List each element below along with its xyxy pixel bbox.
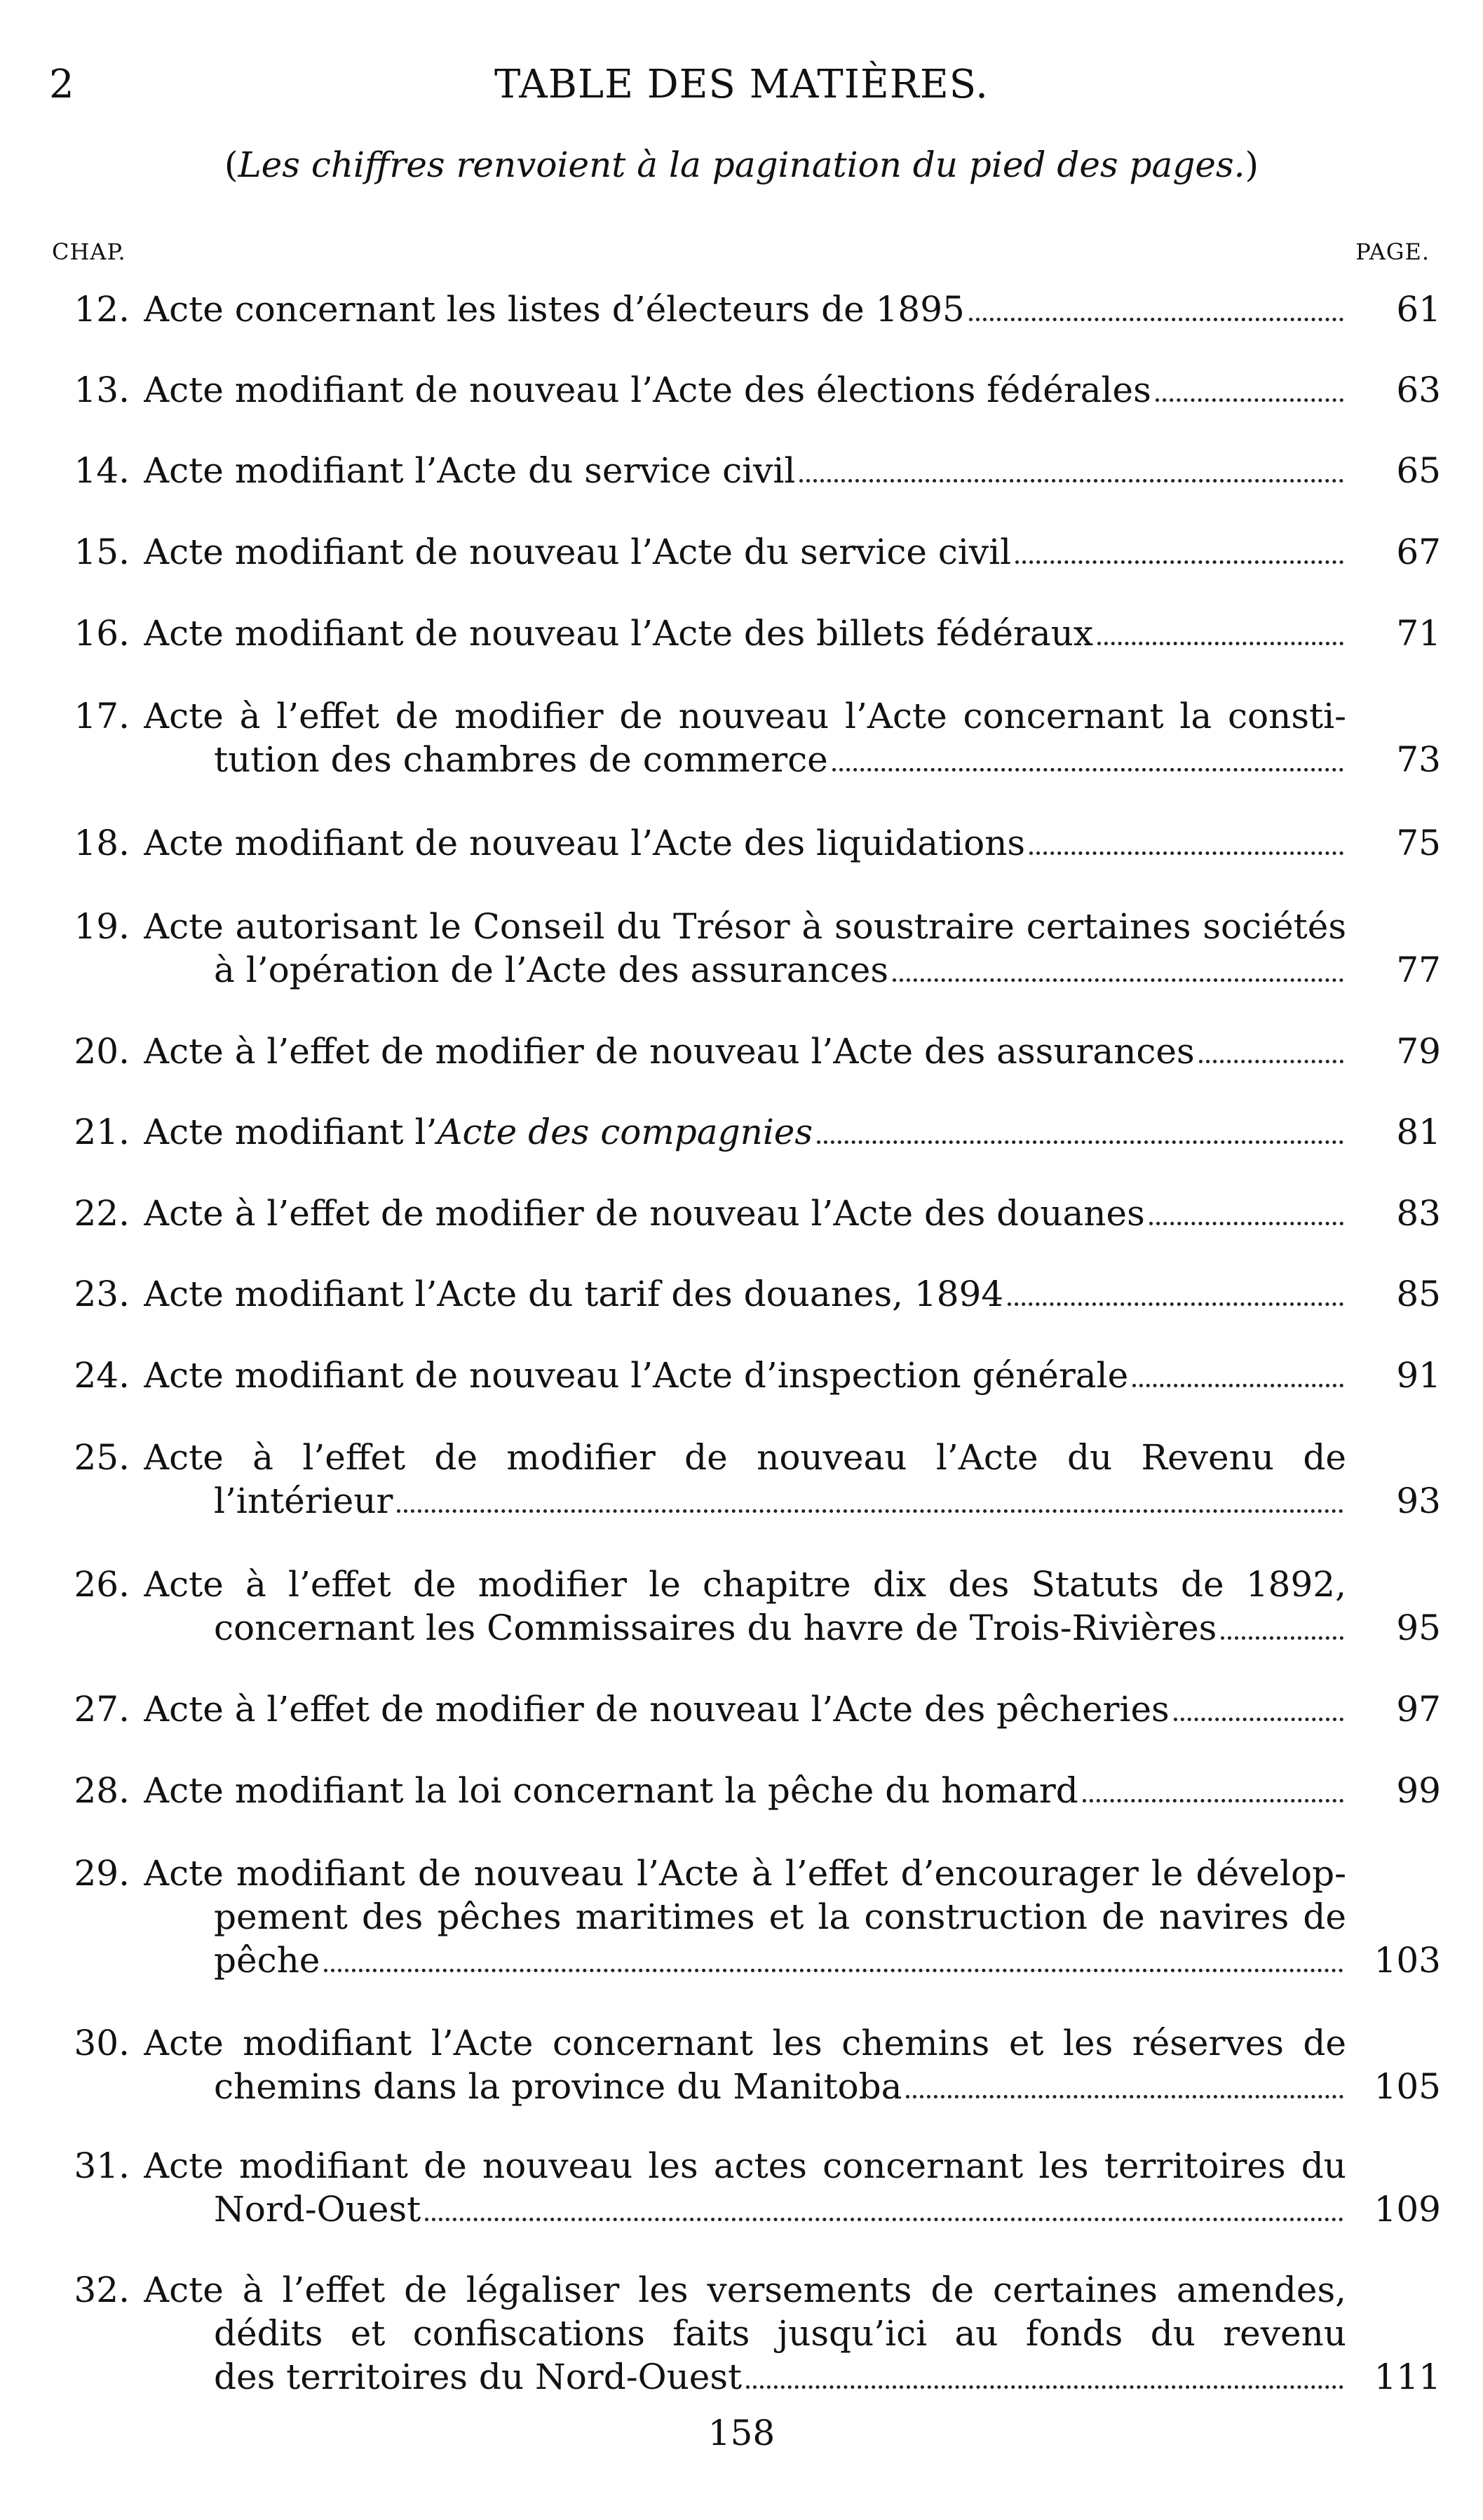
entry-title-line: pement des pêches maritimes et la construction de navires de: [214, 1896, 1346, 1937]
dot-leader: [1199, 1030, 1343, 1063]
chapter-number: 19.: [74, 906, 130, 947]
entry-title-line: concernant les Commissaires du havre de Trois-Rivières: [214, 1608, 1217, 1648]
entry-title-line: Acte à l’effet de modifier de nouveau l’Acte des douanes: [144, 1193, 1145, 1234]
entry-title-line-with-leader: [144, 288, 1346, 331]
dot-leader: [893, 948, 1343, 982]
subtitle: (Les chiffres renvoient à la pagination du pied des pages.): [224, 144, 1259, 185]
dot-leader: [397, 1479, 1343, 1513]
dot-leader: [1029, 821, 1343, 855]
page-reference: 99: [1396, 1770, 1441, 1811]
chapter-number: 14.: [74, 450, 130, 491]
page-reference: 91: [1396, 1355, 1441, 1396]
chapter-number: 22.: [74, 1193, 130, 1234]
page-reference: 71: [1396, 613, 1441, 654]
entry-title-line: Acte modifiant de nouveau l’Acte des billets fédéraux: [144, 613, 1094, 654]
entry-title-line: dédits et confiscations faits jusqu’ici au fonds du revenu: [214, 2313, 1346, 2354]
page-reference: 61: [1396, 289, 1441, 330]
folio: 158: [707, 2413, 776, 2453]
dot-leader: [832, 738, 1343, 772]
chapter-number: 18.: [74, 823, 130, 863]
page-reference: 73: [1396, 739, 1441, 780]
page-reference: 83: [1396, 1193, 1441, 1234]
chapter-number: 27.: [74, 1689, 130, 1730]
page-reference: 109: [1374, 2189, 1441, 2230]
entry-title-italic: Acte des compagnies: [437, 1112, 813, 1152]
dot-leader: [324, 1939, 1343, 1972]
entry-title-line: Acte à l’effet de modifier de nouveau l’Acte concernant la consti-: [144, 696, 1346, 736]
chapter-number: 20.: [74, 1031, 130, 1072]
entry-title-line: Acte à l’effet de légaliser les versements de certaines amendes,: [144, 2270, 1346, 2310]
page-reference: 111: [1374, 2357, 1441, 2397]
chapter-number: 24.: [74, 1355, 130, 1396]
entry-title-line: [144, 1110, 813, 1154]
entry-title: [144, 1192, 1346, 1235]
entry-title-line-with-leader: [144, 821, 1346, 865]
chapter-number: 23.: [74, 1274, 130, 1314]
column-header-page: PAGE.: [1355, 238, 1430, 265]
entry-title-line: Acte modifiant l’Acte concernant les chemins et les réserves de: [144, 2023, 1346, 2063]
entry-title-line: Acte autorisant le Conseil du Trésor à soustraire certaines sociétés: [144, 906, 1346, 947]
page-reference: 81: [1396, 1112, 1441, 1152]
entry-title-line: Acte modifiant l’Acte du service civil: [144, 450, 796, 491]
entry-title-line: des territoires du Nord-Ouest: [214, 2357, 743, 2397]
entry-title-line: tution des chambres de commerce: [214, 739, 828, 780]
page-reference: 63: [1396, 370, 1441, 410]
entry-title-line: Acte modifiant de nouveau l’Acte des liquidations: [144, 823, 1026, 863]
entry-title-line: Acte modifiant de nouveau l’Acte des élections fédérales: [144, 370, 1151, 410]
entry-title-line-with-leader: [144, 1030, 1346, 1073]
entry-title: [144, 449, 1346, 492]
dot-leader: [906, 2065, 1343, 2098]
page-reference: 95: [1396, 1608, 1441, 1648]
page-reference: 105: [1374, 2066, 1441, 2107]
chapter-number: 28.: [74, 1770, 130, 1811]
entry-title-line-with-leader: [144, 738, 1346, 781]
entry-title-line-with-leader: [144, 1354, 1346, 1397]
entry-title: [144, 1687, 1346, 1731]
entry-title-line: Acte à l’effet de modifier de nouveau l’Acte des pêcheries: [144, 1689, 1170, 1730]
entry-title: [144, 1110, 1346, 1154]
entry-title-line-with-leader: [144, 2188, 1346, 2231]
entry-title: [144, 1436, 1346, 1523]
entry-title-line: Acte à l’effet de modifier de nouveau l’Acte des assurances: [144, 1031, 1195, 1072]
dot-leader: [746, 2355, 1343, 2389]
page-reference: 79: [1396, 1031, 1441, 1072]
entry-title-line-with-leader: [144, 948, 1346, 992]
dot-leader: [1015, 530, 1343, 564]
entry-title: [144, 612, 1346, 655]
dot-leader: [425, 2188, 1343, 2221]
entry-title-line-with-leader: [144, 2065, 1346, 2108]
entry-title-line-with-leader: [144, 1939, 1346, 1982]
page-reference: 103: [1374, 1940, 1441, 1981]
entry-title: [144, 1272, 1346, 1316]
entry-title-prefix: Acte modifiant l’: [144, 1112, 438, 1152]
entry-title-line: Acte modifiant de nouveau l’Acte du service civil: [144, 532, 1012, 572]
entry-title: [144, 288, 1346, 331]
entry-title-line-with-leader: [144, 612, 1346, 655]
dot-leader: [1008, 1272, 1343, 1306]
entry-title-line: Acte à l’effet de modifier de nouveau l’Acte du Revenu de: [144, 1437, 1346, 1478]
entry-title-line: Acte à l’effet de modifier le chapitre dix des Statuts de 1892,: [144, 1564, 1346, 1605]
entry-title-line: chemins dans la province du Manitoba: [214, 2066, 902, 2107]
entry-title: [144, 1354, 1346, 1397]
chapter-number: 17.: [74, 696, 130, 736]
entry-title-line: Acte modifiant de nouveau l’Acte d’inspection générale: [144, 1355, 1129, 1396]
page-reference: 75: [1396, 823, 1441, 863]
chapter-number: 29.: [74, 1853, 130, 1894]
entry-title: [144, 2268, 1346, 2399]
chapter-number: 32.: [74, 2270, 130, 2310]
dot-leader: [817, 1110, 1343, 1144]
entry-title-line-with-leader: [144, 1192, 1346, 1235]
entry-title-line: pêche: [214, 1940, 320, 1981]
chapter-number: 21.: [74, 1112, 130, 1152]
subtitle-text: Les chiffres renvoient à la pagination du pied des pages.: [238, 144, 1245, 185]
dot-leader: [1097, 612, 1343, 645]
dot-leader: [799, 449, 1343, 483]
entry-title-line: Acte modifiant l’Acte du tarif des douanes, 1894: [144, 1274, 1004, 1314]
entry-title: [144, 1852, 1346, 1982]
entry-title-line: Acte modifiant la loi concernant la pêche du homard: [144, 1770, 1078, 1811]
page-title: TABLE DES MATIÈRES.: [494, 62, 989, 107]
dot-leader: [1083, 1769, 1343, 1803]
dot-leader: [1132, 1354, 1343, 1387]
entry-title-line-with-leader: [144, 1272, 1346, 1316]
entry-title-line: à l’opération de l’Acte des assurances: [214, 950, 888, 990]
entry-title: [144, 1030, 1346, 1073]
chapter-number: 31.: [74, 2145, 130, 2186]
entry-title-line: Acte modifiant de nouveau l’Acte à l’effet d’encourager le dévelop-: [144, 1853, 1346, 1894]
page-reference: 65: [1396, 450, 1441, 491]
entry-title: [144, 694, 1346, 781]
entry-title-line-with-leader: [144, 1479, 1346, 1523]
entry-title-line-with-leader: [144, 1606, 1346, 1650]
chapter-number: 26.: [74, 1564, 130, 1605]
dot-leader: [1174, 1687, 1343, 1721]
chapter-number: 15.: [74, 532, 130, 572]
dot-leader: [1156, 368, 1343, 402]
entry-title: [144, 2144, 1346, 2231]
dot-leader: [1149, 1192, 1343, 1225]
page-number: 2: [49, 62, 74, 107]
entry-title: [144, 905, 1346, 992]
entry-title-line-with-leader: [144, 1687, 1346, 1731]
chapter-number: 30.: [74, 2023, 130, 2063]
entry-title-line: Nord-Ouest: [214, 2189, 421, 2230]
entry-title: [144, 368, 1346, 412]
dot-leader: [1221, 1606, 1343, 1640]
page-reference: 77: [1396, 950, 1441, 990]
column-header-chap: CHAP.: [52, 238, 126, 265]
chapter-number: 16.: [74, 613, 130, 654]
chapter-number: 13.: [74, 370, 130, 410]
chapter-number: 25.: [74, 1437, 130, 1478]
chapter-number: 12.: [74, 289, 130, 330]
page-reference: 93: [1396, 1481, 1441, 1521]
entry-title-line-with-leader: [144, 1769, 1346, 1812]
entry-title-line-with-leader: [144, 368, 1346, 412]
entry-title: [144, 1563, 1346, 1650]
entry-title-line: Acte modifiant de nouveau les actes concernant les territoires du: [144, 2145, 1346, 2186]
entry-title-line-with-leader: [144, 449, 1346, 492]
entry-title-line-with-leader: [144, 530, 1346, 574]
dot-leader: [969, 288, 1343, 321]
entry-title-line: Acte concernant les listes d’électeurs de 1895: [144, 289, 965, 330]
entry-title: [144, 821, 1346, 865]
entry-title: [144, 1769, 1346, 1812]
entry-title: [144, 530, 1346, 574]
page-reference: 85: [1396, 1274, 1441, 1314]
page-reference: 97: [1396, 1689, 1441, 1730]
page-reference: 67: [1396, 532, 1441, 572]
entry-title: [144, 2021, 1346, 2108]
entry-title-line-with-leader: [144, 2355, 1346, 2399]
entry-title-line: l’intérieur: [214, 1481, 393, 1521]
